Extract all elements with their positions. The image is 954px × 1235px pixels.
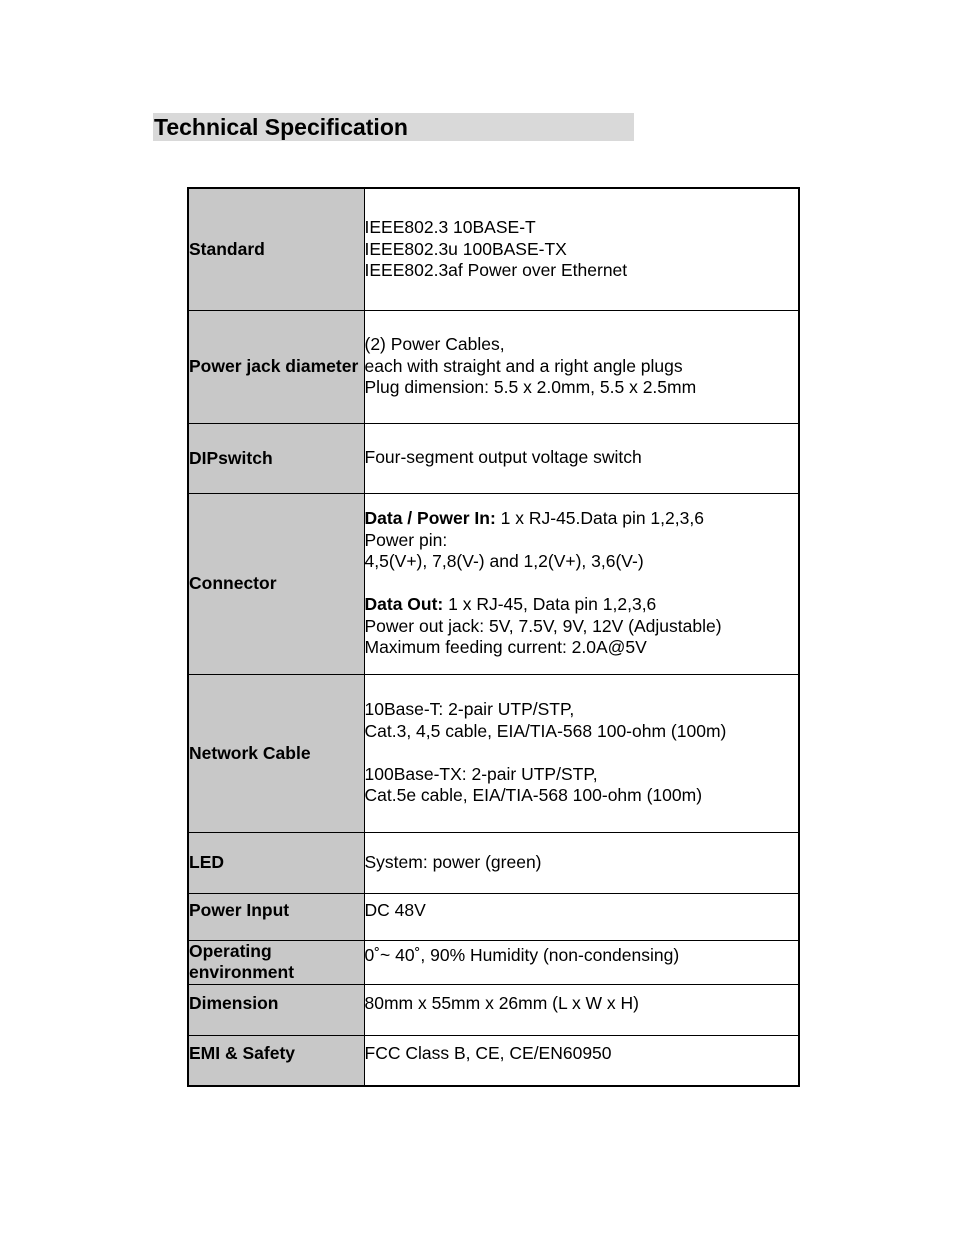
table-row xyxy=(188,310,799,423)
value-line: 4,5(V+), 7,8(V-) and 1,2(V+), 3,6(V-) xyxy=(364,551,644,572)
table-row xyxy=(188,423,799,493)
value-line: Maximum feeding current: 2.0A@5V xyxy=(364,637,647,658)
row-value xyxy=(364,893,799,940)
row-value xyxy=(364,832,799,893)
table-row xyxy=(188,940,799,984)
row-value xyxy=(364,310,799,423)
row-label: DIPswitch xyxy=(188,423,364,493)
row-label: Network Cable xyxy=(188,674,364,832)
table-row xyxy=(188,493,799,674)
table-row xyxy=(188,832,799,893)
row-value xyxy=(364,674,799,832)
value-line: 100Base-TX: 2-pair UTP/STP, xyxy=(364,763,598,784)
value-line xyxy=(365,508,799,530)
page-title: Technical Specification xyxy=(153,113,634,141)
spec-table xyxy=(187,187,800,1087)
value-line: IEEE802.3af Power over Ethernet xyxy=(364,260,628,280)
value-line: DC 48V xyxy=(364,899,426,920)
data-in-text: 1 x RJ-45.Data pin 1,2,3,6 xyxy=(495,508,704,529)
row-label: Power Input xyxy=(188,893,364,940)
table-row xyxy=(188,188,799,310)
row-value xyxy=(364,940,799,984)
row-value xyxy=(364,423,799,493)
value-line: FCC Class B, CE, CE/EN60950 xyxy=(364,1042,612,1063)
data-out-text: 1 x RJ-45, Data pin 1,2,3,6 xyxy=(443,594,657,615)
table-row xyxy=(188,1035,799,1086)
table-row xyxy=(188,674,799,832)
row-value xyxy=(364,493,799,674)
row-value xyxy=(364,984,799,1035)
value-line: Power out jack: 5V, 7.5V, 9V, 12V (Adjustable) xyxy=(364,615,722,636)
value-line: each with straight and a right angle plugs xyxy=(364,355,683,376)
value-line: (2) Power Cables, xyxy=(364,334,505,355)
value-line: Cat.5e cable, EIA/TIA-568 100-ohm (100m) xyxy=(364,785,703,806)
row-label: Operating environment xyxy=(188,940,364,984)
line-gap xyxy=(365,742,799,764)
value-line: Cat.3, 4,5 cable, EIA/TIA-568 100-ohm (100m) xyxy=(364,720,727,741)
value-line: IEEE802.3u 100BASE-TX xyxy=(364,238,567,259)
table-row xyxy=(188,893,799,940)
value-line: Four-segment output voltage switch xyxy=(364,447,642,468)
row-value xyxy=(364,188,799,310)
row-label: EMI & Safety xyxy=(188,1035,364,1086)
value-line: Power pin: xyxy=(364,529,448,550)
data-out-label: Data Out: xyxy=(364,594,444,615)
table-row xyxy=(188,984,799,1035)
row-value xyxy=(364,1035,799,1086)
value-line: 80mm x 55mm x 26mm (L x W x H) xyxy=(364,992,640,1013)
row-label: Connector xyxy=(188,493,364,674)
value-line: Plug dimension: 5.5 x 2.0mm, 5.5 x 2.5mm xyxy=(364,377,697,398)
row-label: Power jack diameter xyxy=(188,310,364,423)
row-label: Standard xyxy=(188,188,364,310)
row-label: Dimension xyxy=(188,984,364,1035)
line-gap xyxy=(365,573,799,595)
data-in-label: Data / Power In: xyxy=(364,508,496,529)
value-line xyxy=(365,594,799,616)
value-line: System: power (green) xyxy=(364,851,542,872)
value-line: IEEE802.3 10BASE-T xyxy=(364,217,536,237)
value-line: 10Base-T: 2-pair UTP/STP, xyxy=(364,699,575,720)
row-label: LED xyxy=(188,832,364,893)
value-line: 0˚~ 40˚, 90% Humidity (non-condensing) xyxy=(364,944,680,965)
